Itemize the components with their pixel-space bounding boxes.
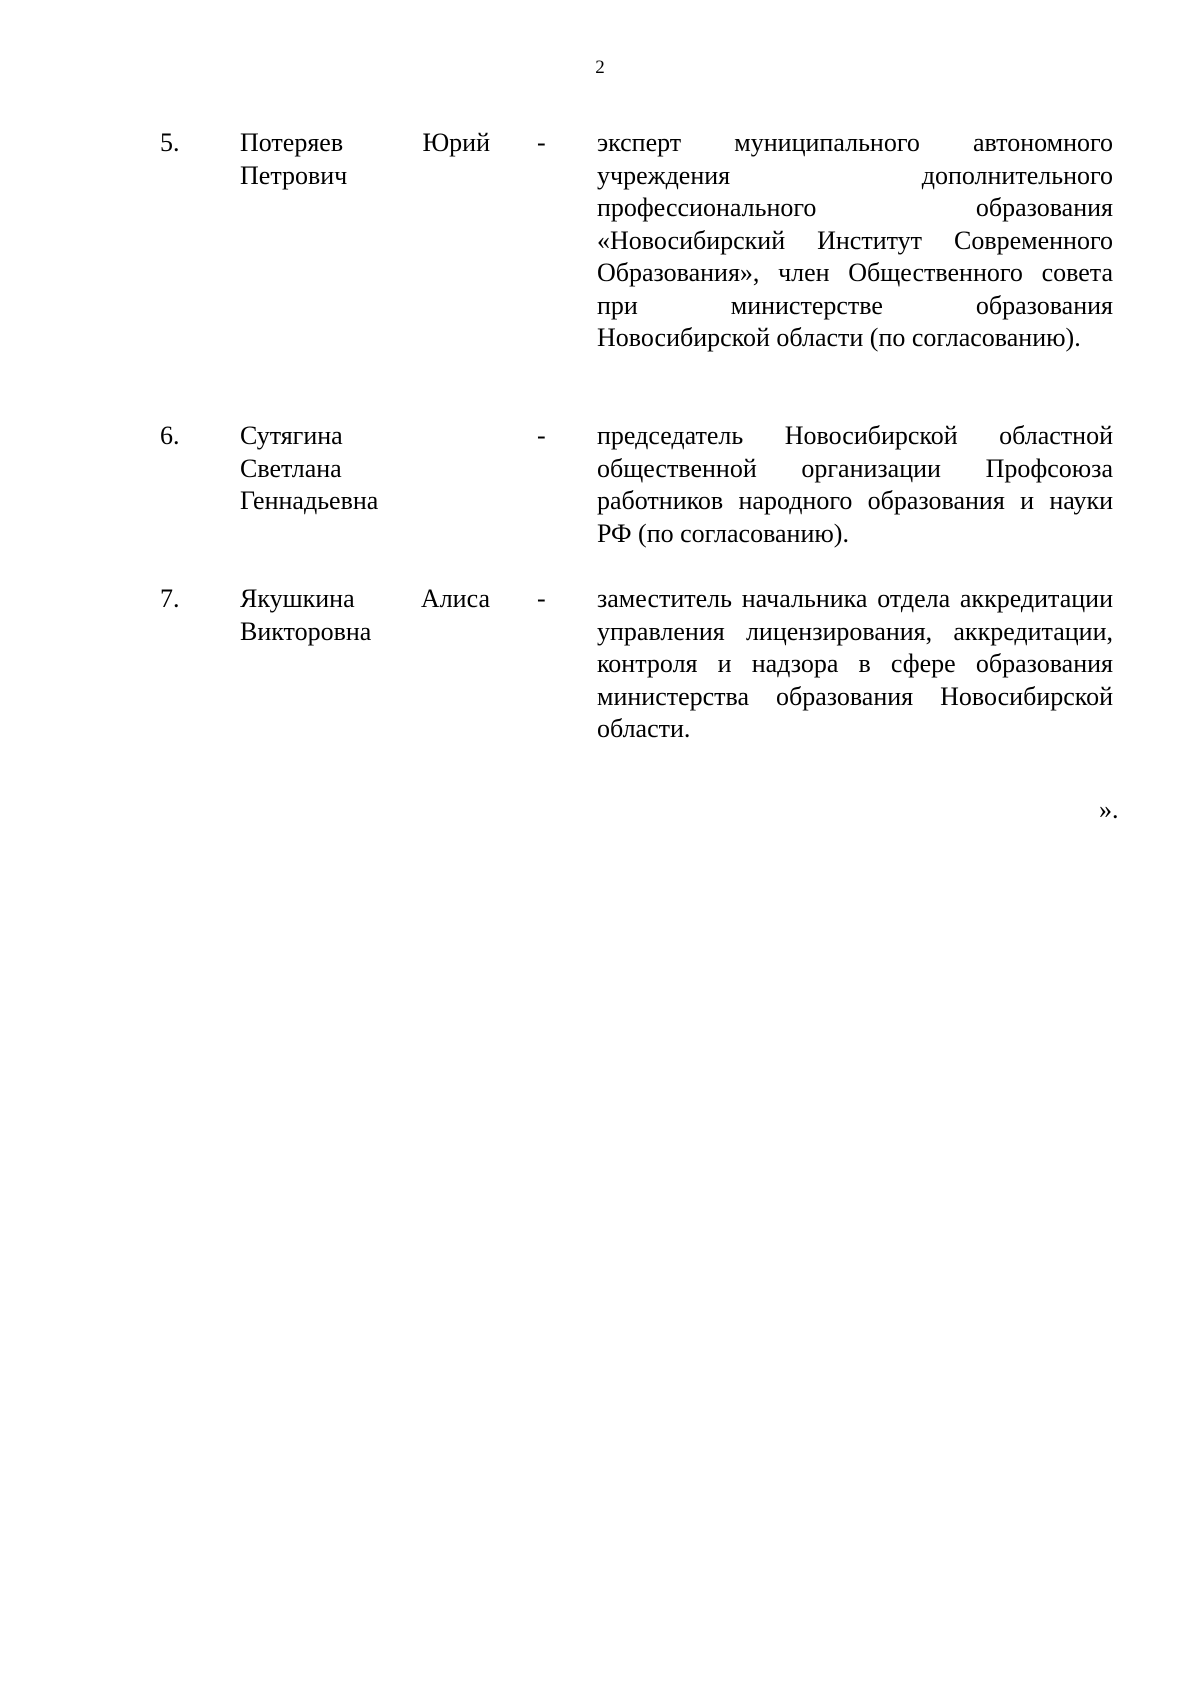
entry-description: заместитель начальника отдела аккредитации управления лицензирования, аккредитации, контроля и надзора в сфере образования министерства образования Новосибирской области. xyxy=(597,584,1113,743)
entry-dash: - xyxy=(537,128,546,157)
list-item xyxy=(0,583,1200,778)
members-list xyxy=(0,127,1200,811)
list-item xyxy=(0,420,1200,550)
entry-number: 7. xyxy=(160,584,180,613)
entry-name xyxy=(240,583,490,648)
entry-name xyxy=(240,127,490,192)
entry-name-line: Якушкина Алиса xyxy=(240,584,490,613)
closing-quote: ». xyxy=(1099,795,1119,824)
entry-dash: - xyxy=(537,584,546,613)
entry-number: 5. xyxy=(160,128,180,157)
entry-name-line: Викторовна xyxy=(240,616,372,646)
page-number: 2 xyxy=(595,57,605,78)
entry-name-line: Геннадьевна xyxy=(240,486,379,515)
entry-name-line: Петрович xyxy=(240,160,348,190)
entry-name-line: Потеряев Юрий xyxy=(240,128,490,157)
entry-description: председатель Новосибирской областной общественной организации Профсоюза работников народного образования и науки РФ (по согласованию). xyxy=(597,421,1113,548)
entry-name-line: Сутягина xyxy=(240,421,343,450)
entry-name xyxy=(240,420,490,518)
entry-number: 6. xyxy=(160,421,180,450)
entry-name-line: Светлана xyxy=(240,453,342,483)
entry-dash: - xyxy=(537,421,546,450)
entry-description: эксперт муниципального автономного учреждения дополнительного профессионального образования «Новосибирский Институт Современного Образования», член Общественного совета при министерстве образования Новосибирской области (по согласованию). xyxy=(597,128,1113,352)
list-item xyxy=(0,127,1200,387)
